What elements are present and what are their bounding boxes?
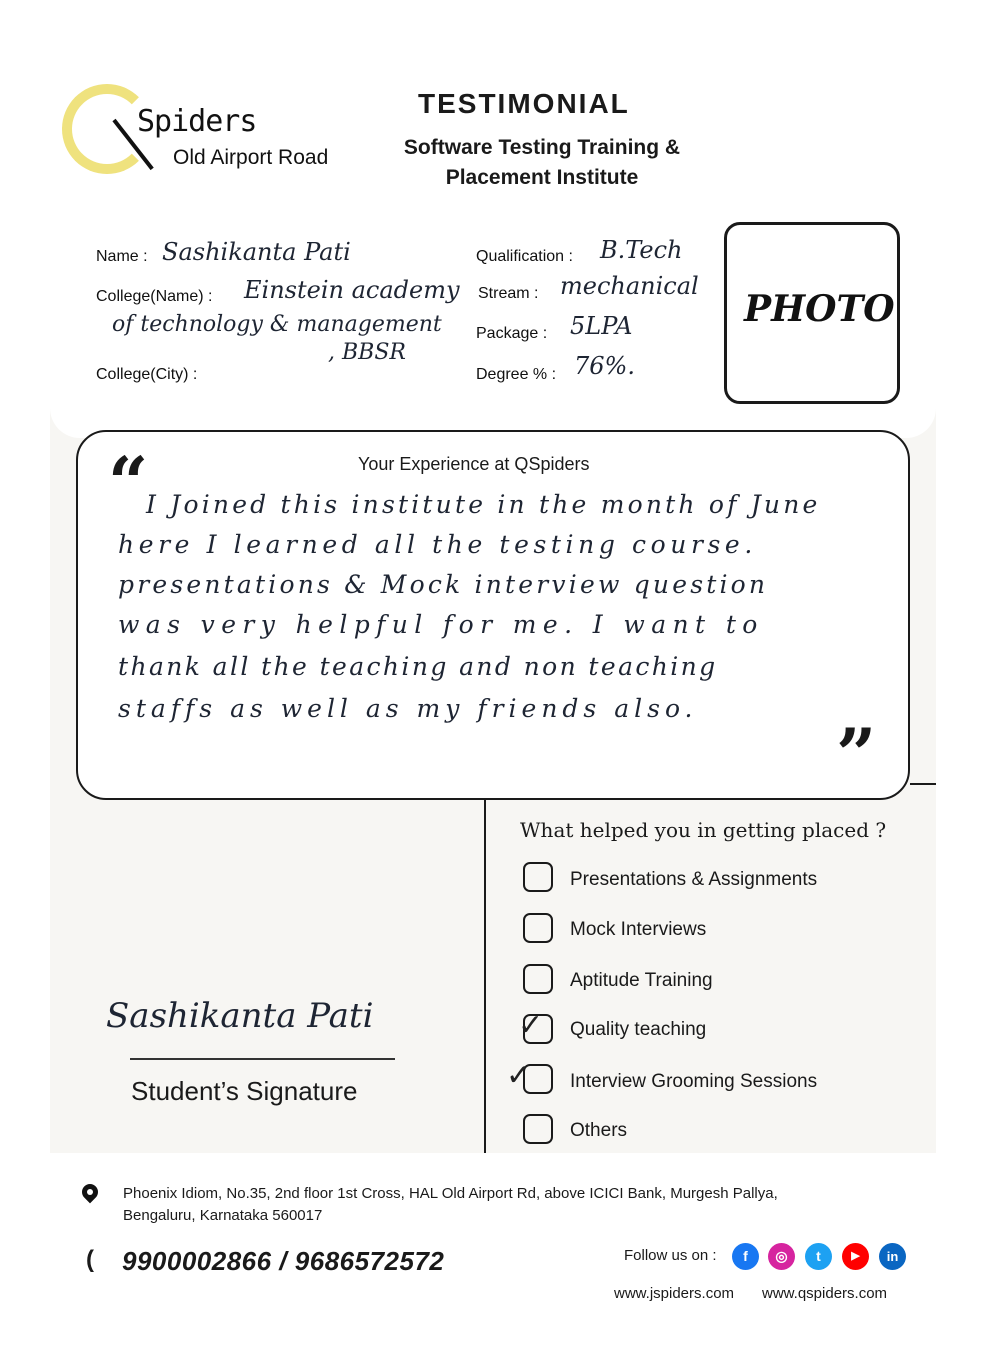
signature-label: Student’s Signature (131, 1076, 358, 1106)
option-interview-grooming: Interview Grooming Sessions (570, 1071, 818, 1092)
phone-icon: ( (86, 1246, 94, 1273)
option-presentations: Presentations & Assignments (570, 869, 818, 890)
option-aptitude-training: Aptitude Training (570, 970, 713, 991)
package-label: Package : (476, 325, 548, 342)
college-city-label: College(City) : (96, 366, 198, 383)
experience-line-3[interactable]: presentations & Mock interview question (118, 570, 769, 599)
college-name-value-line-3[interactable]: , BBSR (328, 340, 406, 365)
experience-line-5[interactable]: thank all the teaching and non teaching (118, 652, 718, 681)
college-name-value-line-1[interactable]: Einstein academy (244, 276, 460, 304)
instagram-icon[interactable]: ◎ (768, 1243, 795, 1270)
open-quote-icon: “ (108, 441, 149, 524)
branch-name: Old Airport Road (173, 146, 329, 169)
checkbox-mock-interviews[interactable] (523, 913, 553, 943)
student-signature[interactable]: Sashikanta Pati (106, 996, 374, 1036)
package-value[interactable]: 5LPA (570, 312, 633, 340)
option-mock-interviews: Mock Interviews (570, 919, 707, 940)
qualification-value[interactable]: B.Tech (600, 236, 683, 264)
photo-text: PHOTO (744, 288, 895, 330)
checkbox-aptitude-training[interactable] (523, 964, 553, 994)
follow-label: Follow us on : (624, 1247, 717, 1264)
phone-numbers[interactable]: 9900002866 / 9686572572 (122, 1246, 445, 1276)
college-name-label: College(Name) : (96, 288, 213, 305)
stream-value[interactable]: mechanical (560, 272, 699, 300)
signature-line (130, 1058, 395, 1060)
experience-line-4[interactable]: was very helpful for me. I want to (118, 610, 764, 639)
college-name-value-line-2[interactable]: of technology & management (112, 312, 442, 337)
experience-line-1[interactable]: I Joined this institute in the month of June (146, 490, 821, 519)
check-mark-icon: ✓ (506, 1058, 532, 1093)
helped-title: What helped you in getting placed ? (520, 818, 887, 842)
option-others: Others (570, 1120, 628, 1141)
address-line-1: Phoenix Idiom, No.35, 2nd floor 1st Cross, HAL Old Airport Rd, above ICICI Bank, Murgesh Pallya, (123, 1185, 778, 1202)
checkbox-others[interactable] (523, 1114, 553, 1144)
checkbox-presentations[interactable] (523, 862, 553, 892)
experience-line-2[interactable]: here I learned all the testing course. (118, 530, 757, 559)
website-jspiders[interactable]: www.jspiders.com (614, 1285, 735, 1302)
name-value[interactable]: Sashikanta Pati (162, 238, 351, 266)
youtube-icon[interactable]: ▶ (842, 1243, 869, 1270)
website-qspiders[interactable]: www.qspiders.com (762, 1285, 888, 1302)
degree-label: Degree % : (476, 366, 557, 383)
qualification-label: Qualification : (476, 248, 573, 265)
page-title: TESTIMONIAL (418, 88, 630, 119)
facebook-icon[interactable]: f (732, 1243, 759, 1270)
degree-value[interactable]: 76%. (574, 352, 635, 380)
experience-line-6[interactable]: staffs as well as my friends also. (118, 694, 698, 723)
address (123, 1183, 843, 1227)
close-quote-icon: ” (836, 713, 877, 796)
address-line-2: Bengaluru, Karnataka 560017 (123, 1207, 323, 1224)
stream-label: Stream : (478, 285, 539, 302)
section-divider (484, 798, 486, 1153)
experience-title: Your Experience at QSpiders (358, 454, 590, 474)
option-quality-teaching: Quality teaching (570, 1019, 707, 1040)
check-mark-icon: ✓ (518, 1008, 544, 1043)
page-subtitle (372, 133, 712, 193)
subtitle-line-1: Software Testing Training & (403, 136, 681, 159)
brand-name: Spiders (137, 104, 257, 139)
name-label: Name : (96, 248, 148, 265)
subtitle-line-2: Placement Institute (445, 166, 639, 189)
experience-rule (910, 783, 936, 785)
linkedin-icon[interactable]: in (879, 1243, 906, 1270)
location-pin-dot (87, 1189, 93, 1195)
twitter-icon[interactable]: t (805, 1243, 832, 1270)
